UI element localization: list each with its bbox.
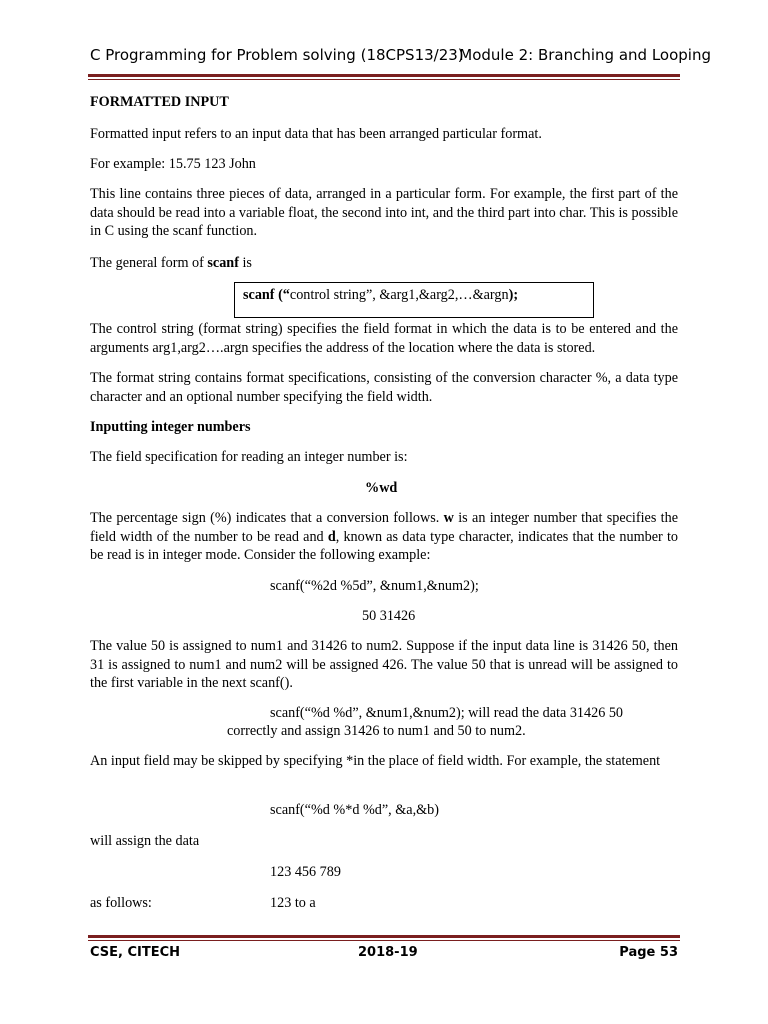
percentage-text-a: The percentage sign (%) indicates that a conversion follows.	[90, 510, 444, 526]
example-scanf-2-line2: correctly and assign 31426 to num1 and 50 to num2.	[227, 723, 526, 739]
general-form-keyword: scanf	[207, 255, 239, 271]
paragraph-control-string: The control string (format string) specifies the field format in which the data is to be entered and the arguments arg1,arg2….argn specifies the address of the location where the data is stored.	[90, 321, 678, 356]
paragraph-example: For example: 15.75 123 John	[90, 156, 256, 172]
paragraph-general-form	[90, 254, 252, 272]
percentage-text-c: , known as data type character, indicates that the number to be read is in integer mode. Consider the following example:	[90, 528, 678, 563]
header-module: Module 2: Branching and Looping	[459, 46, 711, 64]
section-heading: FORMATTED INPUT	[90, 94, 229, 110]
percentage-text-b: is an integer number that specifies the field width of the number to be read and	[90, 510, 679, 545]
footer-page-number: Page 53	[619, 945, 678, 960]
header-rule-thick	[88, 74, 680, 77]
paragraph-field-spec: The field specification for reading an integer number is:	[90, 449, 408, 465]
footer-rule-thin	[88, 940, 680, 941]
paragraph-skip-field: An input field may be skipped by specifying *in the place of field width. For example, the statement	[90, 753, 661, 769]
paragraph-as-follows: as follows:	[90, 895, 152, 911]
general-form-prefix: The general form of	[90, 255, 208, 271]
example-data-2: 123 456 789	[270, 864, 341, 880]
percentage-w: w	[443, 510, 454, 526]
footer-year: 2018-19	[358, 945, 418, 960]
footer-rule-thick	[88, 935, 680, 938]
example-scanf-2-line1: scanf(“%d %d”, &num1,&num2); will read the data 31426 50	[270, 705, 624, 721]
general-form-suffix: is	[238, 255, 252, 271]
example-assign-a: 123 to a	[270, 895, 316, 911]
paragraph-percentage-sign	[90, 509, 678, 565]
paragraph-definition: Formatted input refers to an input data that has been arranged particular format.	[90, 126, 542, 142]
syntax-formula-close: );	[508, 287, 519, 303]
example-scanf-3: scanf(“%d %*d %d”, &a,&b)	[270, 802, 440, 818]
subheading-integer: Inputting integer numbers	[90, 419, 251, 435]
example-scanf-1: scanf(“%2d %5d”, &num1,&num2);	[270, 578, 479, 594]
footer-department: CSE, CITECH	[90, 945, 181, 960]
paragraph-explanation: This line contains three pieces of data, arranged in a particular form. For example, the first part of the data should be read into a variable float, the second into int, and the third part into char. This is possible in C using the scanf function.	[90, 186, 678, 239]
paragraph-format-string: The format string contains format specifications, consisting of the conversion character %, a data type character and an optional number specifying the field width.	[90, 370, 678, 405]
header-rule-thin	[88, 79, 680, 80]
syntax-formula	[243, 286, 518, 304]
header-title: C Programming for Problem solving (18CPS13/23)	[90, 46, 464, 64]
percentage-d: d	[327, 528, 336, 545]
syntax-formula-args: control string”, &arg1,&arg2,…&argn	[289, 287, 509, 303]
field-spec-format: %wd	[365, 480, 398, 496]
paragraph-assignment: The value 50 is assigned to num1 and 31426 to num2. Suppose if the input data line is 31426 50, then 31 is assigned to num1 and num2 will be assigned 426. The value 50 that is unread will be assigned to the first variable in the next scanf().	[90, 638, 678, 691]
paragraph-assign-data: will assign the data	[90, 833, 200, 849]
example-data-1: 50 31426	[362, 608, 416, 624]
syntax-formula-open: scanf (“	[243, 287, 290, 303]
